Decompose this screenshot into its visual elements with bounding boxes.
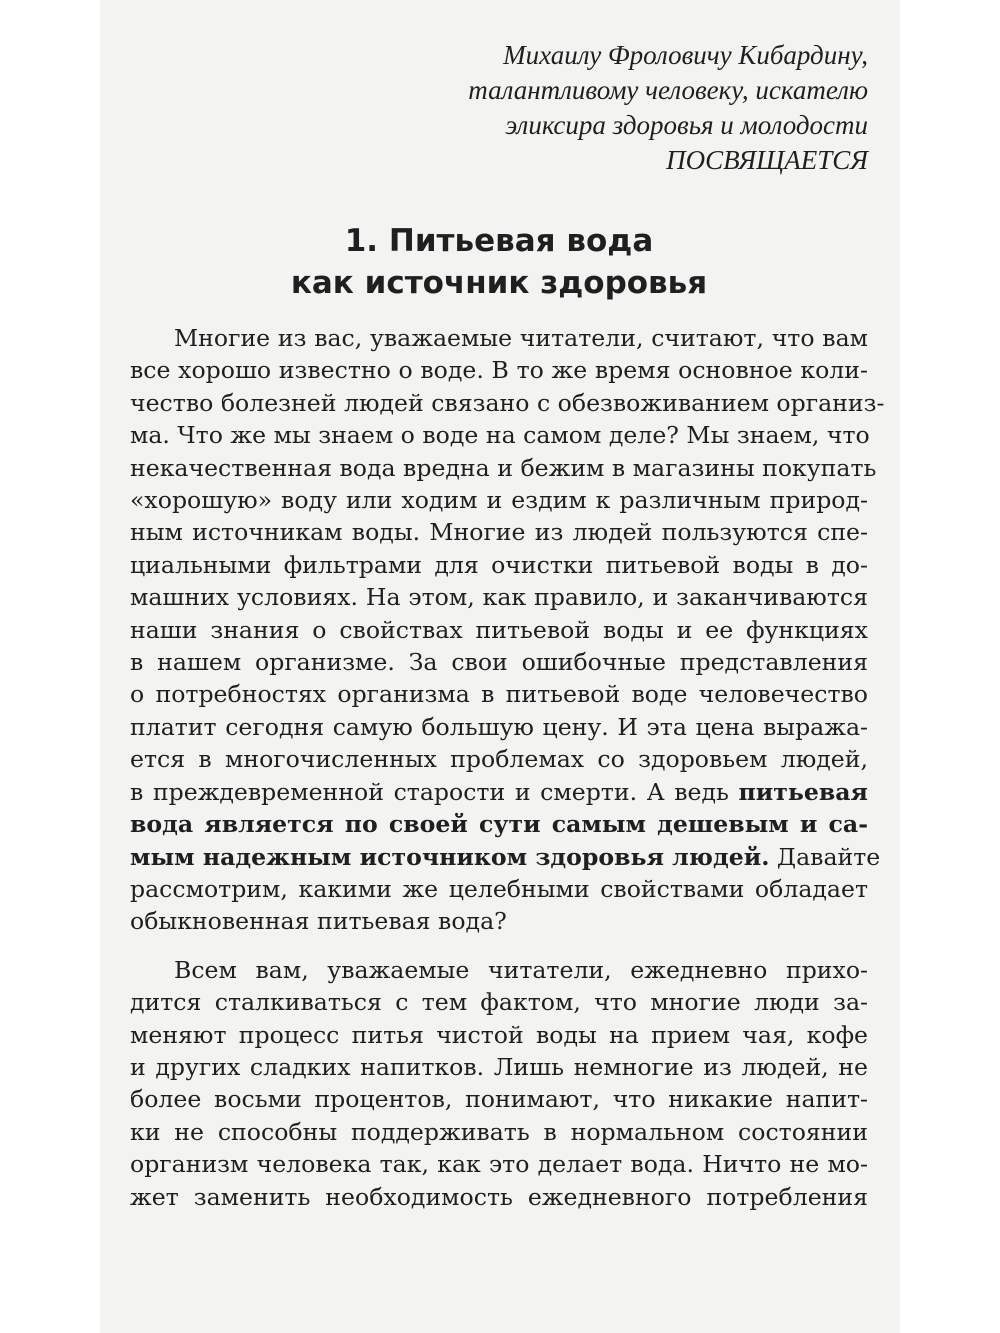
dedication-line: эликсира здоровья и молодости <box>505 110 868 140</box>
dedication-line: ПОСВЯЩАЕТСЯ <box>666 145 868 175</box>
text-line <box>130 808 868 840</box>
dedication-line: талантливому человеку, искателю <box>468 75 868 105</box>
chapter-title <box>130 220 868 304</box>
text-line: рассмотрим, какими же целебными свойствами обладает <box>130 874 868 903</box>
bold-text-run: вода является по своей сути самым дешевым и са- <box>130 810 868 839</box>
text-line: ется в многочисленных проблемах со здоровьем людей, <box>130 745 868 774</box>
text-line: более восьми процентов, понимают, что никакие напит- <box>130 1085 868 1114</box>
text-line: организм человека так, как это делает вода. Ничто не мо- <box>130 1150 868 1179</box>
text-line: меняют процесс питья чистой воды на прием чая, кофе <box>130 1020 868 1049</box>
text-line: ма. Что же мы знаем о воде на самом деле? Мы знаем, что <box>130 421 870 450</box>
text-line: Многие из вас, уважаемые читатели, считают, что вам <box>174 324 868 352</box>
text-line: о потребностях организма в питьевой воде человечество <box>130 680 868 709</box>
chapter-title-line: как источник здоровья <box>290 265 708 301</box>
text-line <box>130 841 881 873</box>
text-line: дится сталкиваться с тем фактом, что многие люди за- <box>130 988 868 1017</box>
text-line: платит сегодня самую большую цену. И эта цена выража- <box>130 712 868 741</box>
text-line: ным источникам воды. Многие из людей пользуются спе- <box>130 518 868 547</box>
text-run: Давайте <box>769 842 881 871</box>
text-line: и других сладких напитков. Лишь немногие из людей, не <box>130 1052 868 1081</box>
dedication-line: Михаилу Фроловичу Кибардину, <box>503 40 868 70</box>
paragraph-1 <box>130 322 885 938</box>
text-line: «хорошую» воду или ходим и ездим к различным природ- <box>130 486 868 515</box>
dedication <box>130 38 868 178</box>
text-line: обыкновенная питьевая вода? <box>130 907 507 936</box>
text-line: Всем вам, уважаемые читатели, ежедневно прихо- <box>174 955 868 984</box>
text-line: в нашем организме. За свои ошибочные представления <box>130 648 868 677</box>
text-line: жет заменить необходимость ежедневного потребления <box>130 1182 868 1211</box>
text-line: машних условиях. На этом, как правило, и заканчиваются <box>130 583 868 612</box>
bold-text-run: мым надежным источником здоровья людей. <box>130 842 770 871</box>
text-line <box>130 776 868 808</box>
text-line: все хорошо известно о воде. В то же время основное коли- <box>130 356 868 385</box>
text-line: чество болезней людей связано с обезвоживанием организ- <box>130 388 885 417</box>
text-line: некачественная вода вредна и бежим в магазины покупать <box>130 453 877 482</box>
page-content <box>130 38 885 1213</box>
text-line: циальными фильтрами для очистки питьевой воды в до- <box>130 550 868 579</box>
text-line: наши знания о свойствах питьевой воды и ее функциях <box>130 615 868 644</box>
text-line: ки не способны поддерживать в нормальном состоянии <box>130 1117 868 1146</box>
paragraph-2 <box>130 954 868 1213</box>
book-page <box>100 0 900 1333</box>
chapter-title-line: 1. Питьевая вода <box>344 223 654 259</box>
text-run: в преждевременной старости и смерти. А ведь <box>130 777 739 806</box>
bold-text-run: питьевая <box>738 777 868 806</box>
